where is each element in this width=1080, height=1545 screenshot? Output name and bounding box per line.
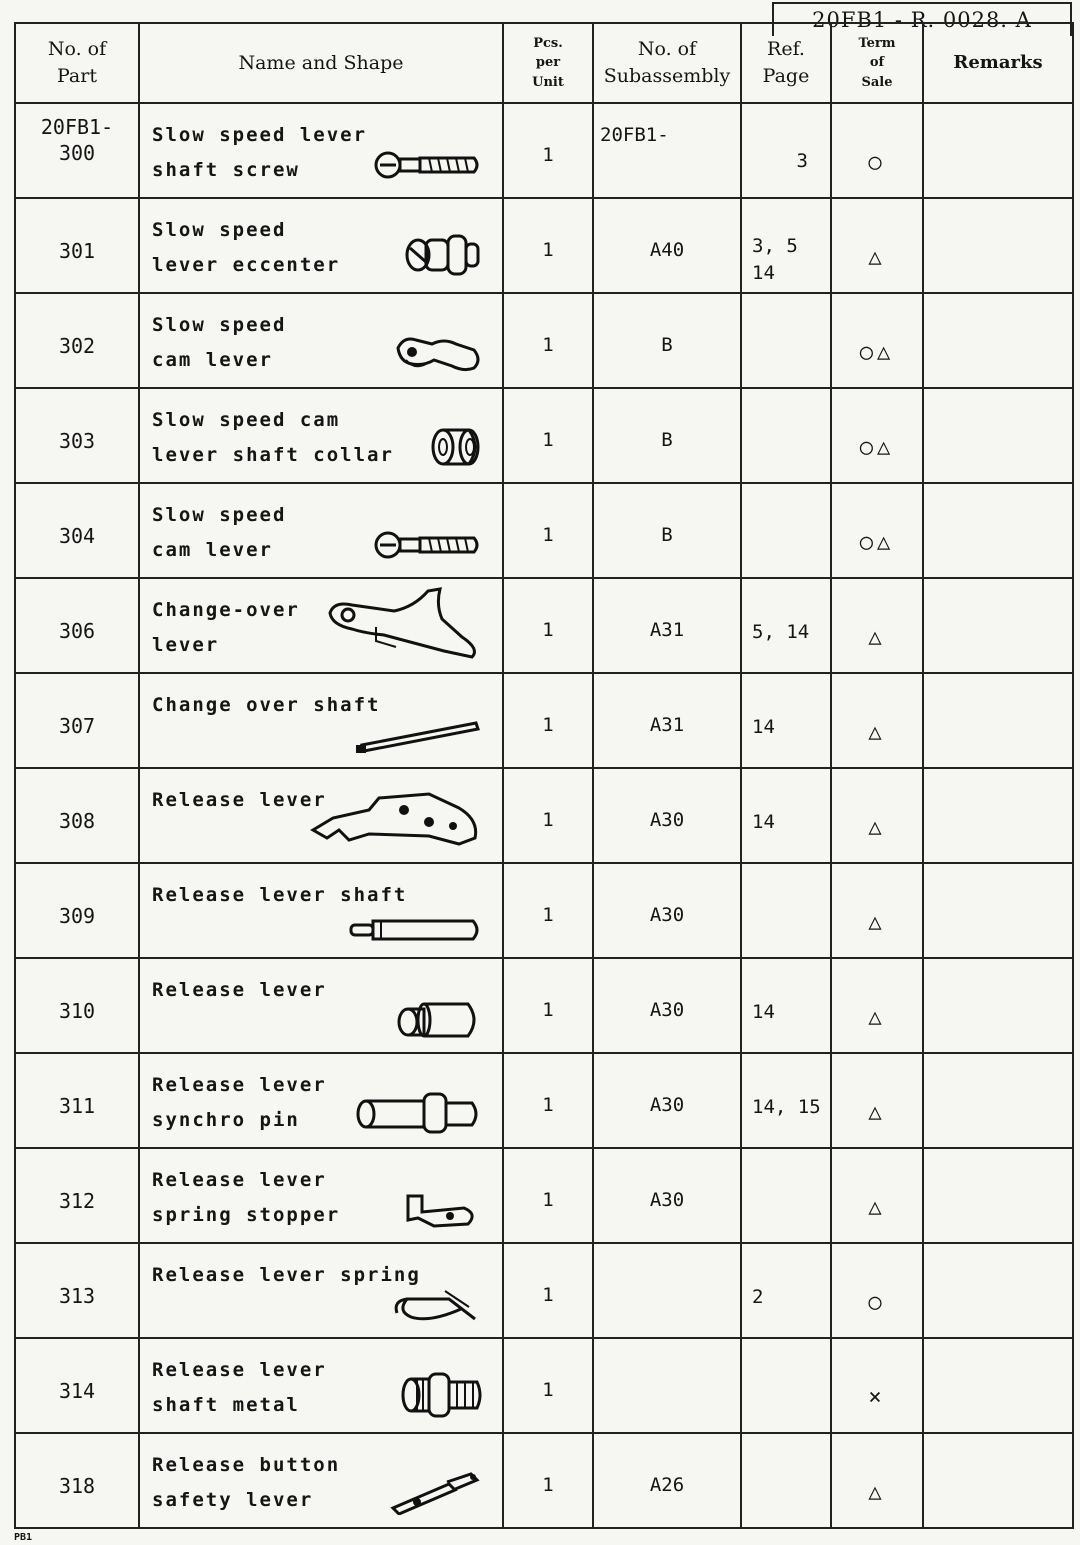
release-lever-icon	[309, 790, 484, 854]
part-name: Slow speed cam lever	[152, 314, 287, 371]
pcs-per-unit-cell	[503, 1433, 593, 1528]
subassembly-cell	[593, 1053, 741, 1148]
part-name: Slow speed lever shaft screw	[152, 124, 368, 181]
table-row	[15, 863, 1073, 958]
name-shape-cell	[139, 863, 503, 958]
term-of-sale-symbol: △	[868, 910, 886, 935]
term-of-sale-symbol: ○	[868, 1290, 886, 1315]
table-row	[15, 578, 1073, 673]
term-of-sale-cell	[831, 293, 923, 388]
pcs-per-unit-cell	[503, 1338, 593, 1433]
remarks-cell	[923, 1243, 1073, 1338]
screw-icon	[374, 145, 484, 189]
ref-page: 14, 15	[752, 1096, 821, 1118]
table-row	[15, 768, 1073, 863]
name-shape-cell	[139, 1053, 503, 1148]
part-number-cell	[15, 388, 139, 483]
part-number-cell	[15, 198, 139, 293]
name-shape-cell	[139, 673, 503, 768]
ref-page-cell	[741, 673, 831, 768]
eccenter-icon	[404, 230, 484, 284]
part-number: 20FB1- 300	[40, 115, 114, 165]
part-number-cell	[15, 863, 139, 958]
part-name: Slow speed lever eccenter	[152, 219, 341, 276]
subassembly-cell	[593, 958, 741, 1053]
pcs-per-unit-cell	[503, 293, 593, 388]
subassembly-number: A31	[649, 619, 685, 641]
subassembly-number: A30	[649, 999, 685, 1021]
subassembly-number: A30	[649, 1094, 685, 1116]
pcs-per-unit: 1	[542, 619, 554, 641]
subassembly-number: 20FB1-	[600, 124, 669, 146]
part-name: Release lever spring stopper	[152, 1169, 341, 1226]
name-shape-cell	[139, 293, 503, 388]
lever-shaft-icon	[349, 915, 484, 949]
header-name-shape: Name and Shape	[139, 23, 503, 103]
term-of-sale-symbol: △	[868, 1005, 886, 1030]
remarks-cell	[923, 1338, 1073, 1433]
parts-table	[14, 22, 1074, 1529]
table-row	[15, 103, 1073, 198]
part-name: Release lever shaft	[152, 884, 408, 906]
term-of-sale-symbol: △	[868, 720, 886, 745]
ref-page-cell	[741, 1433, 831, 1528]
name-shape-cell	[139, 1338, 503, 1433]
ref-page-cell	[741, 483, 831, 578]
cylinder-icon	[394, 1000, 484, 1044]
table-row	[15, 293, 1073, 388]
document-reference: 20FB1 - R. 0028. A	[772, 2, 1072, 36]
remarks-cell	[923, 483, 1073, 578]
pcs-per-unit-cell	[503, 198, 593, 293]
part-name: Change over shaft	[152, 694, 381, 716]
remarks-cell	[923, 1053, 1073, 1148]
pcs-per-unit: 1	[542, 239, 554, 261]
subassembly-cell	[593, 483, 741, 578]
remarks-cell	[923, 863, 1073, 958]
part-number-cell	[15, 1148, 139, 1243]
part-number-cell	[15, 958, 139, 1053]
pcs-per-unit: 1	[542, 1094, 554, 1116]
part-number-cell	[15, 1338, 139, 1433]
pcs-per-unit-cell	[503, 863, 593, 958]
part-number-cell	[15, 1053, 139, 1148]
ref-page: 14	[752, 1001, 775, 1023]
remarks-cell	[923, 768, 1073, 863]
shaft-icon	[354, 715, 484, 759]
part-number: 313	[58, 1284, 96, 1308]
part-number-cell	[15, 483, 139, 578]
subassembly-number: B	[661, 524, 673, 546]
term-of-sale-cell	[831, 1053, 923, 1148]
part-name: Change-over lever	[152, 599, 300, 656]
term-of-sale-symbol: △	[868, 1480, 886, 1505]
part-name: Release lever	[152, 789, 327, 811]
ref-page-cell	[741, 293, 831, 388]
collar-icon	[429, 425, 484, 474]
screw-icon	[374, 525, 484, 569]
subassembly-cell	[593, 198, 741, 293]
part-number: 306	[58, 619, 96, 643]
part-number: 314	[58, 1379, 96, 1403]
table-row	[15, 1148, 1073, 1243]
ref-page-cell	[741, 863, 831, 958]
pcs-per-unit-cell	[503, 958, 593, 1053]
part-name: Slow speed cam lever	[152, 504, 287, 561]
remarks-cell	[923, 958, 1073, 1053]
term-of-sale-cell	[831, 768, 923, 863]
part-number: 310	[58, 999, 96, 1023]
remarks-cell	[923, 578, 1073, 673]
subassembly-number: A30	[649, 1189, 685, 1211]
header-subassembly: No. of Subassembly	[593, 23, 741, 103]
subassembly-cell	[593, 768, 741, 863]
subassembly-cell	[593, 1338, 741, 1433]
subassembly-cell	[593, 1243, 741, 1338]
term-of-sale-symbol: ○△	[859, 340, 895, 365]
header-part-no: No. of Part	[15, 23, 139, 103]
ref-page-cell	[741, 768, 831, 863]
pcs-per-unit-cell	[503, 483, 593, 578]
part-number: 309	[58, 904, 96, 928]
subassembly-number: A31	[649, 714, 685, 736]
term-of-sale-symbol: △	[868, 1195, 886, 1220]
ref-page: 14	[752, 716, 775, 738]
pcs-per-unit-cell	[503, 1148, 593, 1243]
term-of-sale-symbol: △	[868, 1100, 886, 1125]
table-row	[15, 388, 1073, 483]
ref-page-cell	[741, 103, 831, 198]
subassembly-cell	[593, 103, 741, 198]
term-of-sale-symbol: ○	[868, 150, 886, 175]
name-shape-cell	[139, 198, 503, 293]
ref-page-cell	[741, 1243, 831, 1338]
ref-page-cell	[741, 1338, 831, 1433]
term-of-sale-cell	[831, 958, 923, 1053]
subassembly-number: B	[661, 334, 673, 356]
part-name: Release button safety lever	[152, 1454, 341, 1511]
part-name: Release lever synchro pin	[152, 1074, 327, 1131]
subassembly-number: A30	[649, 904, 685, 926]
part-number-cell	[15, 1433, 139, 1528]
term-of-sale-cell	[831, 1338, 923, 1433]
ref-page: 2	[752, 1286, 764, 1308]
remarks-cell	[923, 293, 1073, 388]
term-of-sale-symbol: ×	[868, 1385, 886, 1410]
remarks-cell	[923, 198, 1073, 293]
pcs-per-unit-cell	[503, 768, 593, 863]
pcs-per-unit: 1	[542, 1189, 554, 1211]
term-of-sale-cell	[831, 1243, 923, 1338]
pcs-per-unit: 1	[542, 144, 554, 166]
name-shape-cell	[139, 1243, 503, 1338]
pcs-per-unit: 1	[542, 904, 554, 926]
pcs-per-unit-cell	[503, 673, 593, 768]
part-name: Release lever spring	[152, 1264, 421, 1286]
part-number: 318	[58, 1474, 96, 1498]
table-row	[15, 483, 1073, 578]
subassembly-cell	[593, 1148, 741, 1243]
pcs-per-unit-cell	[503, 578, 593, 673]
part-name: Release lever shaft metal	[152, 1359, 327, 1416]
part-number: 303	[58, 429, 96, 453]
part-number: 312	[58, 1189, 96, 1213]
part-number-cell	[15, 293, 139, 388]
header-term-of-sale: Term of Sale	[831, 23, 923, 103]
remarks-cell	[923, 1433, 1073, 1528]
term-of-sale-symbol: ○△	[859, 435, 895, 460]
subassembly-cell	[593, 578, 741, 673]
name-shape-cell	[139, 958, 503, 1053]
table-row	[15, 1053, 1073, 1148]
ref-page: 5, 14	[752, 621, 810, 643]
name-shape-cell	[139, 388, 503, 483]
subassembly-number: A40	[649, 239, 685, 261]
header-remarks: Remarks	[923, 23, 1073, 103]
pcs-per-unit: 1	[542, 809, 554, 831]
table-row	[15, 673, 1073, 768]
part-name: Slow speed cam lever shaft collar	[152, 409, 394, 466]
spring-icon	[389, 1285, 484, 1329]
term-of-sale-symbol: △	[868, 815, 886, 840]
table-row	[15, 1338, 1073, 1433]
term-of-sale-cell	[831, 1433, 923, 1528]
name-shape-cell	[139, 1148, 503, 1243]
threaded-metal-icon	[399, 1370, 484, 1424]
cam-lever-icon	[394, 330, 484, 379]
ref-page-cell	[741, 198, 831, 293]
name-shape-cell	[139, 483, 503, 578]
table-row	[15, 958, 1073, 1053]
pcs-per-unit-cell	[503, 1053, 593, 1148]
subassembly-cell	[593, 293, 741, 388]
part-number: 302	[58, 334, 96, 358]
part-number-cell	[15, 673, 139, 768]
term-of-sale-cell	[831, 1148, 923, 1243]
part-number-cell	[15, 578, 139, 673]
ref-page: 14	[752, 811, 775, 833]
stopper-icon	[404, 1190, 484, 1234]
part-number: 308	[58, 809, 96, 833]
ref-page-cell	[741, 1148, 831, 1243]
term-of-sale-cell	[831, 198, 923, 293]
remarks-cell	[923, 388, 1073, 483]
pcs-per-unit: 1	[542, 1474, 554, 1496]
header-row	[15, 23, 1073, 103]
part-number-cell	[15, 103, 139, 198]
term-of-sale-cell	[831, 483, 923, 578]
term-of-sale-cell	[831, 388, 923, 483]
part-number: 304	[58, 524, 96, 548]
pcs-per-unit-cell	[503, 1243, 593, 1338]
pin-icon	[354, 1090, 484, 1139]
pcs-per-unit: 1	[542, 1379, 554, 1401]
pcs-per-unit: 1	[542, 524, 554, 546]
pcs-per-unit: 1	[542, 1284, 554, 1306]
header-ref-page: Ref. Page	[741, 23, 831, 103]
table-row	[15, 198, 1073, 293]
changeover-lever-icon	[324, 585, 484, 664]
subassembly-number: A30	[649, 809, 685, 831]
subassembly-cell	[593, 388, 741, 483]
pcs-per-unit: 1	[542, 429, 554, 451]
part-number-cell	[15, 1243, 139, 1338]
term-of-sale-cell	[831, 863, 923, 958]
ref-page-cell	[741, 578, 831, 673]
name-shape-cell	[139, 1433, 503, 1528]
pcs-per-unit-cell	[503, 103, 593, 198]
ref-page: 3	[796, 150, 808, 172]
ref-page-cell	[741, 388, 831, 483]
term-of-sale-symbol: △	[868, 245, 886, 270]
footer-mark: PB1	[14, 1532, 33, 1543]
pcs-per-unit: 1	[542, 999, 554, 1021]
subassembly-number: A26	[649, 1474, 685, 1496]
name-shape-cell	[139, 578, 503, 673]
term-of-sale-cell	[831, 673, 923, 768]
term-of-sale-symbol: △	[868, 625, 886, 650]
name-shape-cell	[139, 103, 503, 198]
ref-page-cell	[741, 1053, 831, 1148]
part-number-cell	[15, 768, 139, 863]
name-shape-cell	[139, 768, 503, 863]
ref-page-cell	[741, 958, 831, 1053]
term-of-sale-cell	[831, 103, 923, 198]
subassembly-cell	[593, 863, 741, 958]
term-of-sale-cell	[831, 578, 923, 673]
safety-lever-icon	[389, 1470, 484, 1519]
term-of-sale-symbol: ○△	[859, 530, 895, 555]
table-row	[15, 1433, 1073, 1528]
remarks-cell	[923, 1148, 1073, 1243]
header-pcs-per-unit: Pcs. per Unit	[503, 23, 593, 103]
subassembly-cell	[593, 673, 741, 768]
subassembly-cell	[593, 1433, 741, 1528]
part-name: Release lever	[152, 979, 327, 1001]
pcs-per-unit: 1	[542, 334, 554, 356]
ref-page: 3, 5 14	[752, 235, 798, 284]
remarks-cell	[923, 673, 1073, 768]
pcs-per-unit-cell	[503, 388, 593, 483]
table-row	[15, 1243, 1073, 1338]
pcs-per-unit: 1	[542, 714, 554, 736]
remarks-cell	[923, 103, 1073, 198]
part-number: 311	[58, 1094, 96, 1118]
part-number: 301	[58, 239, 96, 263]
part-number: 307	[58, 714, 96, 738]
subassembly-number: B	[661, 429, 673, 451]
